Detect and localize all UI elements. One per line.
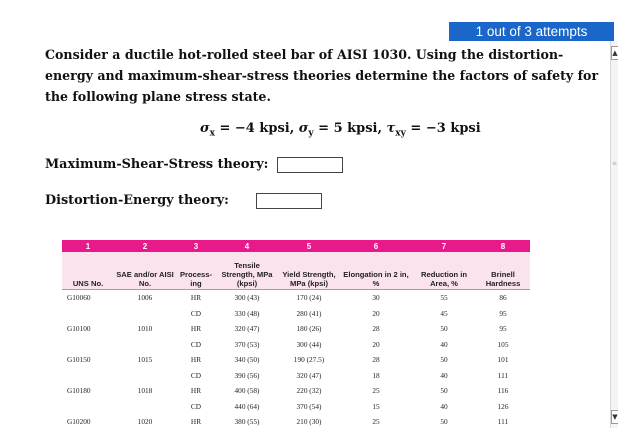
- table-cell: HR: [190, 417, 202, 427]
- table-cell: G10100: [67, 324, 91, 334]
- table-cell: 170 (24): [296, 293, 322, 303]
- table-cell: 30: [372, 293, 380, 303]
- table-cell: 330 (48): [234, 308, 260, 318]
- scroll-grip-icon[interactable]: ≡: [612, 160, 618, 167]
- column-number: 7: [412, 240, 476, 252]
- attempts-badge: 1 out of 3 attempts: [449, 22, 614, 41]
- table-row: [62, 352, 530, 368]
- table-cell: G10060: [67, 293, 91, 303]
- table-cell: 28: [372, 324, 380, 334]
- table-cell: HR: [190, 386, 202, 396]
- tau-xy-subscript: xy: [395, 128, 406, 139]
- table-cell: 25: [372, 386, 380, 396]
- table-cell: 55: [440, 293, 448, 303]
- table-cell: 370 (54): [296, 401, 322, 411]
- stress-state-formula: [200, 121, 481, 139]
- column-header-row: [62, 252, 530, 290]
- sigma-y-symbol: σ: [298, 121, 309, 136]
- table-cell: 111: [497, 417, 509, 427]
- table-cell: 1018: [137, 386, 153, 396]
- column-number: 3: [176, 240, 216, 252]
- sigma-x-symbol: σ: [200, 121, 210, 136]
- table-cell: 180 (26): [296, 324, 322, 334]
- table-cell: 380 (55): [234, 417, 260, 427]
- de-label-text: Distortion-Energy theory:: [45, 193, 229, 208]
- table-body: [62, 290, 530, 430]
- table-cell: 50: [440, 386, 448, 396]
- table-row: [62, 368, 530, 384]
- table-cell: CD: [190, 339, 202, 349]
- table-cell: 40: [440, 339, 448, 349]
- sigma-x-value: = −4 kpsi,: [214, 121, 299, 136]
- table-cell: 15: [372, 401, 380, 411]
- column-number: 5: [278, 240, 340, 252]
- table-cell: [62, 399, 114, 415]
- column-header: Tensile Strength, MPa (kpsi): [216, 252, 278, 290]
- column-header: SAE and/or AISI No.: [114, 252, 176, 290]
- table-cell: 320 (47): [296, 370, 322, 380]
- table-cell: 28: [372, 355, 380, 365]
- column-number: 6: [340, 240, 412, 252]
- table-row: [62, 290, 530, 306]
- table-cell: 95: [499, 324, 507, 334]
- column-header: Process-ing: [176, 252, 216, 290]
- table-cell: HR: [190, 355, 202, 365]
- sigma-y-value: = 5 kpsi,: [313, 121, 387, 136]
- table-cell: [62, 368, 114, 384]
- table-cell: 45: [440, 308, 448, 318]
- sigma-x-subscript: x: [209, 128, 215, 139]
- table-cell: [114, 306, 176, 322]
- column-number: 2: [114, 240, 176, 252]
- table-cell: 86: [499, 293, 507, 303]
- table-cell: [114, 337, 176, 353]
- table-cell: 300 (43): [234, 293, 260, 303]
- table-cell: 18: [372, 370, 380, 380]
- column-header: Brinell Hardness: [476, 252, 530, 290]
- column-number: 1: [62, 240, 114, 252]
- table-cell: 340 (50): [234, 355, 260, 365]
- table-cell: 320 (47): [234, 324, 260, 334]
- table-cell: 50: [440, 355, 448, 365]
- table-cell: 190 (27.5): [293, 355, 325, 365]
- table-cell: 20: [372, 308, 380, 318]
- table-cell: CD: [190, 370, 202, 380]
- table-row: [62, 306, 530, 322]
- table-cell: [62, 337, 114, 353]
- table-row: [62, 337, 530, 353]
- column-number-row: [62, 240, 530, 252]
- table-cell: [114, 399, 176, 415]
- column-header: Reduction in Area, %: [412, 252, 476, 290]
- question-text: Consider a ductile hot-rolled steel bar of AISI 1030. Using the distortion-energy and maximum-shear-stress theories determine the factors of safety for the following plane stress state.: [45, 47, 599, 104]
- column-header: UNS No.: [62, 252, 114, 290]
- column-number: 8: [476, 240, 530, 252]
- table-cell: 1020: [137, 417, 153, 427]
- table-cell: CD: [190, 308, 202, 318]
- table-cell: G10150: [67, 355, 91, 365]
- table-row: [62, 399, 530, 415]
- table-cell: 390 (56): [234, 370, 260, 380]
- table-cell: 116: [497, 386, 509, 396]
- material-properties-table: [62, 240, 530, 430]
- table-row: [62, 414, 530, 430]
- mss-answer-input[interactable]: [277, 157, 343, 173]
- table-row: [62, 321, 530, 337]
- table-row: [62, 383, 530, 399]
- de-answer-input[interactable]: [256, 193, 322, 209]
- table-cell: 50: [440, 417, 448, 427]
- table-cell: 220 (32): [296, 386, 322, 396]
- table-cell: 370 (53): [234, 339, 260, 349]
- table-cell: 95: [499, 308, 507, 318]
- tau-xy-value: = −3 kpsi: [405, 121, 481, 136]
- table-cell: HR: [190, 324, 202, 334]
- table-cell: 105: [497, 339, 509, 349]
- scroll-up-icon[interactable]: ▲: [611, 46, 618, 60]
- table-cell: 210 (30): [296, 417, 322, 427]
- tau-xy-symbol: τ: [386, 121, 396, 136]
- table-cell: 440 (64): [234, 401, 260, 411]
- table-cell: 50: [440, 324, 448, 334]
- table-cell: 101: [497, 355, 509, 365]
- table-cell: 280 (41): [296, 308, 322, 318]
- table-cell: 400 (58): [234, 386, 260, 396]
- table-cell: CD: [190, 401, 202, 411]
- sigma-y-subscript: y: [308, 128, 314, 139]
- table-cell: 1006: [137, 293, 153, 303]
- table-cell: 40: [440, 401, 448, 411]
- table-cell: 20: [372, 339, 380, 349]
- table-cell: 25: [372, 417, 380, 427]
- table-cell: G10200: [67, 417, 91, 427]
- table-cell: 1015: [137, 355, 153, 365]
- mss-answer-label: [45, 157, 303, 172]
- column-number: 4: [216, 240, 278, 252]
- table-cell: HR: [190, 293, 202, 303]
- table-cell: [114, 368, 176, 384]
- de-answer-label: [45, 193, 280, 208]
- table-cell: 126: [497, 401, 509, 411]
- table-cell: [62, 306, 114, 322]
- scroll-down-icon[interactable]: ▼: [611, 410, 618, 424]
- table-cell: G10180: [67, 386, 91, 396]
- column-header: Yield Strength, MPa (kpsi): [278, 252, 340, 290]
- table-cell: 1010: [137, 324, 153, 334]
- table-cell: 40: [440, 370, 448, 380]
- table-cell: 300 (44): [296, 339, 322, 349]
- column-header: Elongation in 2 in, %: [340, 252, 412, 290]
- mss-label-text: Maximum-Shear-Stress theory:: [45, 157, 269, 172]
- table-cell: 111: [497, 370, 509, 380]
- scrollbar[interactable]: [610, 41, 618, 428]
